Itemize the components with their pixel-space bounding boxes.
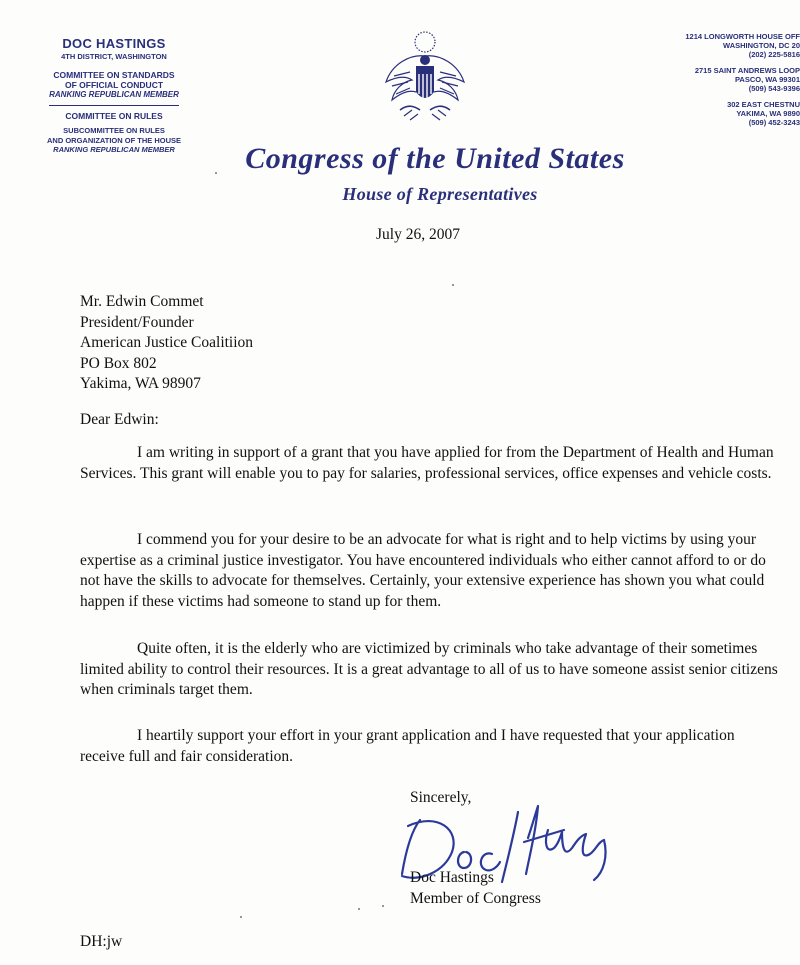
letterhead-subtitle: House of Representatives bbox=[342, 184, 538, 204]
letterhead-left bbox=[14, 36, 214, 155]
office3-line1: 302 EAST CHESTNU bbox=[727, 100, 800, 109]
office1-line2: WASHINGTON, DC 20 bbox=[723, 41, 800, 50]
scan-speck bbox=[358, 908, 360, 910]
subcommittee-line2: AND ORGANIZATION OF THE HOUSE bbox=[46, 136, 182, 145]
address-line: President/Founder bbox=[80, 313, 194, 331]
committee-standards-line1: COMMITTEE ON STANDARDS bbox=[53, 70, 175, 80]
committee-standards-line2: OF OFFICIAL CONDUCT bbox=[64, 80, 164, 90]
letter-date: July 26, 2007 bbox=[376, 226, 460, 243]
member-district: 4TH DISTRICT, WASHINGTON bbox=[61, 52, 167, 61]
address-line: Yakima, WA 98907 bbox=[80, 375, 201, 392]
scan-speck bbox=[382, 905, 384, 907]
letterhead-right bbox=[640, 32, 800, 134]
eagle-seal-icon bbox=[380, 30, 470, 130]
typist-initials: DH:jw bbox=[80, 933, 123, 950]
letterhead-title: Congress of the United States bbox=[245, 142, 625, 175]
body-paragraph: I am writing in support of a grant that you have applied for from the Department of Health and Human Services. This grant will enable you to pay for salaries, professional services, office expenses and vehicle costs. bbox=[80, 444, 774, 482]
address-line: American Justice Coalitiion bbox=[80, 334, 254, 351]
signer-title: Member of Congress bbox=[410, 889, 541, 907]
scan-speck bbox=[240, 916, 242, 918]
signer-block bbox=[410, 868, 541, 909]
committee-rules: COMMITTEE ON RULES bbox=[65, 111, 163, 121]
body-paragraph: I heartily support your effort in your grant application and I have requested that your application receive full and fair consideration. bbox=[80, 727, 735, 765]
signer-name: Doc Hastings bbox=[410, 869, 494, 886]
office3-phone: (509) 452-3243 bbox=[748, 118, 800, 127]
closing: Sincerely, bbox=[410, 789, 472, 806]
recipient-address bbox=[80, 292, 253, 395]
body-paragraph: Quite often, it is the elderly who are victimized by criminals who take advantage of their sometimes limited ability to control their resources. It is a great advantage to all of us to have someone assist senior citizens when criminals target them. bbox=[80, 640, 778, 698]
body-paragraph: I commend you for your desire to be an advocate for what is right and to help victims by using your expertise as a criminal justice investigator. You have encountered individuals who either cannot afford to or do not have the skills to advocate for themselves. Certainly, your extensive experience has shown you what could happen if these victims had someone to stand up for them. bbox=[80, 531, 766, 610]
subcommittee-line1: SUBCOMMITTEE ON RULES bbox=[63, 126, 165, 135]
scan-speck bbox=[452, 284, 454, 286]
scan-speck bbox=[215, 172, 217, 174]
office1-line1: 1214 LONGWORTH HOUSE OFF bbox=[685, 32, 800, 41]
subcommittee-role: RANKING REPUBLICAN MEMBER bbox=[53, 145, 175, 154]
office2-line1: 2715 SAINT ANDREWS LOOP bbox=[694, 66, 800, 75]
salutation: Dear Edwin: bbox=[80, 411, 159, 428]
member-name: DOC HASTINGS bbox=[62, 36, 166, 51]
address-line: PO Box 802 bbox=[80, 354, 157, 372]
office2-phone: (509) 543-9396 bbox=[748, 84, 800, 93]
committee-standards-role: RANKING REPUBLICAN MEMBER bbox=[49, 90, 179, 99]
office2-line2: PASCO, WA 99301 bbox=[734, 75, 800, 84]
address-line: Mr. Edwin Commet bbox=[80, 293, 204, 310]
office1-phone: (202) 225-5816 bbox=[748, 50, 800, 59]
letterhead-divider bbox=[49, 105, 179, 106]
office3-line2: YAKIMA, WA 9890 bbox=[736, 109, 800, 118]
